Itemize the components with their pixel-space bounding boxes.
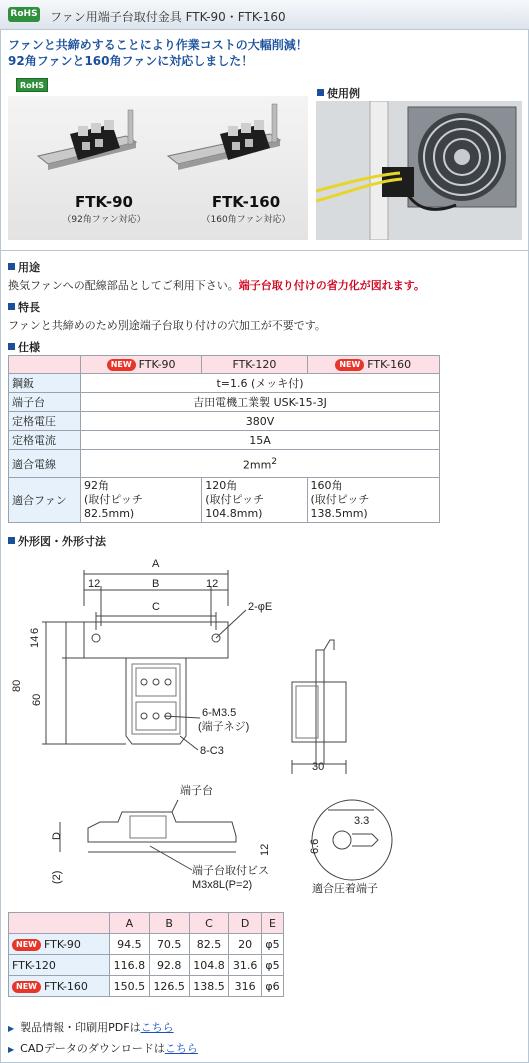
dim-B: B bbox=[152, 578, 160, 590]
terminal-block-label: 端子台 bbox=[180, 785, 213, 797]
features-title: 特長 bbox=[18, 301, 40, 314]
dim-header-cell: D bbox=[229, 913, 262, 934]
dim-row bbox=[9, 955, 284, 976]
link-text: 製品情報・印刷用PDFは bbox=[20, 1021, 141, 1034]
spec-header-ftk160 bbox=[307, 356, 439, 374]
spec-label: 適合ファン bbox=[9, 478, 81, 523]
spec-heading bbox=[8, 339, 40, 355]
wire-size-exponent: 2 bbox=[271, 455, 278, 467]
dim-cell: 92.8 bbox=[149, 955, 189, 976]
bullet-square-icon bbox=[8, 537, 15, 544]
spec-label: 適合電線 bbox=[9, 450, 81, 478]
dim-14: 14 bbox=[29, 635, 41, 648]
fan-pitch-label: (取付ピッチ bbox=[84, 493, 143, 506]
purpose-heading bbox=[8, 259, 40, 275]
dim-header-row bbox=[9, 913, 284, 934]
fan-pitch: 104.8mm) bbox=[205, 507, 263, 520]
drawing-heading bbox=[8, 533, 106, 549]
arrow-right-icon: ▶ bbox=[8, 1024, 15, 1033]
dim-cell: 31.6 bbox=[229, 955, 262, 976]
dim-cell: 94.5 bbox=[110, 934, 150, 955]
new-badge: NEW bbox=[335, 359, 364, 371]
fan-cell bbox=[81, 478, 202, 523]
spec-row bbox=[9, 450, 440, 478]
cad-link-line bbox=[8, 1040, 198, 1056]
spec-value: 吉田電機工業製 USK-15-3J bbox=[81, 393, 440, 412]
catch-line-1: ファンと共締めすることにより作業コストの大幅削減！ bbox=[8, 38, 308, 52]
product-label-ftk160 bbox=[186, 193, 306, 225]
screw-spec: 6-M3.5 bbox=[202, 707, 237, 719]
dim-cell: 20 bbox=[229, 934, 262, 955]
spec-header-row bbox=[9, 356, 440, 374]
rohs-badge: RoHS bbox=[8, 7, 40, 22]
fan-pitch: 82.5mm) bbox=[84, 507, 135, 520]
dim-header-cell: C bbox=[189, 913, 229, 934]
fan-pitch-label: (取付ピッチ bbox=[205, 493, 265, 506]
product-label-ftk90 bbox=[44, 193, 164, 225]
dim-cell: φ5 bbox=[261, 934, 283, 955]
fan-pitch-label: (取付ピッチ bbox=[310, 493, 370, 506]
dim-A: A bbox=[152, 558, 160, 570]
spec-label: 定格電流 bbox=[9, 431, 81, 450]
dim-header-cell bbox=[9, 913, 110, 934]
spec-header-ftk90 bbox=[81, 356, 202, 374]
model-name: FTK-90 bbox=[138, 358, 176, 371]
dim-hole: 2-φE bbox=[248, 601, 273, 613]
dim-12-left: 12 bbox=[88, 578, 101, 590]
product-subtitle: （160角ファン対応） bbox=[201, 215, 291, 225]
dim-cell: 138.5 bbox=[189, 976, 229, 997]
dim-2: (2) bbox=[51, 870, 63, 884]
cad-link[interactable]: こちら bbox=[164, 1042, 198, 1055]
link-text: CADデータのダウンロードは bbox=[20, 1042, 165, 1055]
spec-label: 端子台 bbox=[9, 393, 81, 412]
product-subtitle: （92角ファン対応） bbox=[62, 215, 146, 225]
spec-label: 定格電圧 bbox=[9, 412, 81, 431]
bullet-square-icon bbox=[317, 89, 324, 96]
dim-C: C bbox=[152, 601, 160, 613]
spec-title: 仕様 bbox=[18, 341, 40, 354]
dim-cell: 316 bbox=[229, 976, 262, 997]
spec-label: 鋼鈑 bbox=[9, 374, 81, 393]
crimp-terminal-label: 適合圧着端子 bbox=[312, 883, 378, 895]
spec-row bbox=[9, 431, 440, 450]
dim-D: D bbox=[51, 832, 63, 840]
spec-row bbox=[9, 412, 440, 431]
ftk160-bracket-image bbox=[168, 104, 280, 170]
dimension-table bbox=[8, 912, 284, 997]
page-title: ファン用端子台取付金具 FTK-90・FTK-160 bbox=[50, 10, 286, 24]
features-text: ファンと共締めのため別途端子台取り付けの穴加工が不要です。 bbox=[8, 319, 326, 332]
features-heading bbox=[8, 299, 40, 315]
model-name: FTK-90 bbox=[43, 937, 81, 951]
spec-row-fan bbox=[9, 478, 440, 523]
purpose-text bbox=[8, 277, 425, 293]
spec-header-ftk120 bbox=[202, 356, 307, 374]
dim-6-6: 6.6 bbox=[309, 838, 321, 854]
usage-illustration bbox=[316, 101, 522, 240]
drawing-title: 外形図・外形寸法 bbox=[18, 535, 106, 548]
spec-table bbox=[8, 355, 440, 523]
usage-photo bbox=[316, 101, 522, 240]
section-divider bbox=[0, 250, 529, 251]
dim-model-cell bbox=[9, 934, 110, 955]
catch-line-2: 92角ファンと160角ファンに対応しました！ bbox=[8, 54, 254, 68]
page-header bbox=[0, 0, 529, 30]
dim-cell: 126.5 bbox=[149, 976, 189, 997]
usage-title-text: 使用例 bbox=[327, 87, 360, 100]
wire-size: 2mm bbox=[242, 458, 272, 472]
chamfer-note: 8-C3 bbox=[200, 745, 224, 757]
product-name: FTK-90 bbox=[75, 193, 133, 211]
ftk90-bracket-image bbox=[38, 110, 136, 170]
dim-12-height: 12 bbox=[259, 843, 271, 856]
dim-cell: φ6 bbox=[261, 976, 283, 997]
spec-header-blank bbox=[9, 356, 81, 374]
model-name: FTK-160 bbox=[367, 358, 412, 371]
new-badge: NEW bbox=[12, 939, 41, 951]
catchphrase bbox=[8, 37, 308, 69]
spec-value: 380V bbox=[81, 412, 440, 431]
pdf-link[interactable]: こちら bbox=[140, 1021, 174, 1034]
model-name: FTK-120 bbox=[232, 358, 277, 371]
spec-row bbox=[9, 374, 440, 393]
bullet-square-icon bbox=[8, 303, 15, 310]
fan-cell bbox=[202, 478, 307, 523]
fan-size: 160角 bbox=[310, 479, 343, 492]
purpose-body: 換気ファンへの配線部品としてご利用下さい。 bbox=[8, 279, 239, 292]
dim-row bbox=[9, 934, 284, 955]
fan-cell bbox=[307, 478, 439, 523]
dim-6: 6 bbox=[29, 627, 41, 634]
bullet-square-icon bbox=[8, 343, 15, 350]
dimension-drawing bbox=[0, 550, 529, 905]
bullet-square-icon bbox=[8, 263, 15, 270]
tb-screw-spec: M3x8L(P=2) bbox=[192, 879, 253, 891]
dim-header-cell: B bbox=[149, 913, 189, 934]
purpose-highlight: 端子台取り付けの省力化が図れます。 bbox=[238, 279, 425, 292]
usage-heading bbox=[317, 85, 360, 101]
fan-size: 92角 bbox=[84, 479, 109, 492]
dim-30: 30 bbox=[312, 761, 325, 773]
rohs-mark: RoHS bbox=[16, 78, 48, 92]
dim-model-cell bbox=[9, 976, 110, 997]
dim-cell: 150.5 bbox=[110, 976, 150, 997]
dim-cell: 104.8 bbox=[189, 955, 229, 976]
spec-value: t=1.6 (メッキ付) bbox=[81, 374, 440, 393]
dim-3-3: 3.3 bbox=[354, 815, 370, 827]
product-name: FTK-160 bbox=[211, 193, 281, 211]
dim-row bbox=[9, 976, 284, 997]
model-name: FTK-160 bbox=[43, 979, 88, 993]
dim-header-cell: A bbox=[110, 913, 150, 934]
dim-80: 80 bbox=[11, 679, 23, 692]
purpose-title: 用途 bbox=[18, 261, 40, 274]
screw-note: (端子ネジ) bbox=[198, 721, 250, 733]
spec-value bbox=[81, 450, 440, 478]
fan-size: 120角 bbox=[205, 479, 238, 492]
dim-cell: 116.8 bbox=[110, 955, 150, 976]
dim-header-cell: E bbox=[261, 913, 283, 934]
tb-screw-label: 端子台取付ビス bbox=[192, 865, 269, 877]
dim-cell: 70.5 bbox=[149, 934, 189, 955]
dim-60: 60 bbox=[31, 693, 43, 706]
model-name: FTK-120 bbox=[12, 958, 56, 972]
dim-model-cell bbox=[9, 955, 110, 976]
fan-pitch: 138.5mm) bbox=[310, 507, 368, 520]
pdf-link-line bbox=[8, 1019, 174, 1035]
spec-value: 15A bbox=[81, 431, 440, 450]
dim-12-right: 12 bbox=[206, 578, 219, 590]
new-badge: NEW bbox=[12, 981, 41, 993]
dim-cell: 82.5 bbox=[189, 934, 229, 955]
arrow-right-icon: ▶ bbox=[8, 1045, 15, 1054]
new-badge: NEW bbox=[107, 359, 136, 371]
spec-row bbox=[9, 393, 440, 412]
dim-cell: φ5 bbox=[261, 955, 283, 976]
